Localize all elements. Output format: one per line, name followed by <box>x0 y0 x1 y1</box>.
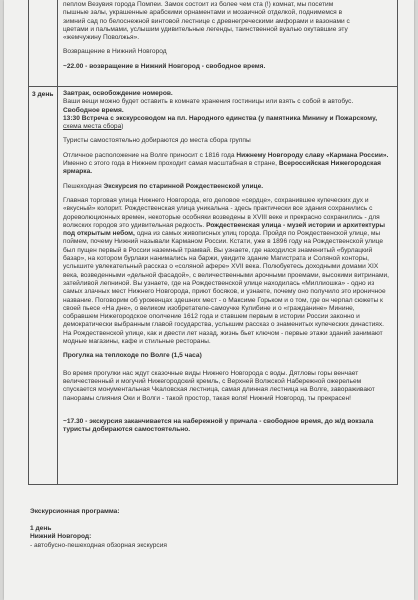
self-arrive-line: Туристы самостоятельно добираются до места сбора группы <box>63 137 251 145</box>
volga-text: Отличное расположение на Волге приносит с 1816 года <box>63 151 235 159</box>
meeting-prefix: 13:30 Встреча с экскурсоводом на пл. Народного единства (у памятника Минину и <box>63 114 334 122</box>
breakfast-line: Завтрак, освобождение номеров. <box>63 90 173 97</box>
main-paragraph <box>63 197 389 346</box>
main-text: Главная торговая улица Нижнего Новгорода, его деловое «сердце», сохранившее купеческих дух и «вкусный» колорит. Рождественская улица уникальна - здесь практически все здания сохранились с дореволюционных времен, некоторые особняки возведены в XVIII веке и прекрасно сохранились - для волжских городов это удивительная редкость. <box>63 196 380 229</box>
boat-title: Прогулка на теплоходе по Волге (1,5 часа) <box>63 352 202 360</box>
meeting-end: ) <box>121 123 124 131</box>
text-line: пышные залы, украшенные арабскими орнаментами и мозаичной отделкой, поднимемся в <box>63 9 343 17</box>
program-section <box>30 508 390 550</box>
main-bold: Рождественская улица - музей истории и архитектуры под открытым небом, <box>63 221 386 238</box>
free-time-line: ~22.00 - возвращение в Нижний Новгород - свободное время. <box>63 62 266 70</box>
row-divider <box>29 86 397 87</box>
luggage-line: Ваши вещи можно будет оставить в комнате хранения гостиницы или взять с собой в автобус. <box>63 98 354 106</box>
walk-title: Экскурсия по старинной Рождественской улице. <box>103 182 264 190</box>
day3-cell <box>63 90 389 434</box>
walk-prefix: Пешеходная <box>63 182 102 190</box>
program-city: Нижний Новгород: <box>30 533 92 541</box>
free-time-line: Свободное время. <box>63 106 124 114</box>
text-line: «жемчужину Поволжья». <box>63 34 140 42</box>
program-item: - автобусно-пешеходная обзорная экскурсия <box>30 541 167 549</box>
volga-fair: Всероссийская Нижегородская ярмарка. <box>63 160 381 176</box>
itinerary-table <box>28 0 398 485</box>
meeting-map-link[interactable]: схема места сбора <box>63 123 122 131</box>
text-line: пеплом Везувия города Помпеи. Замок состоит из более чем ста (!) комнат, мы посетим <box>63 1 334 8</box>
meeting-line <box>63 115 389 132</box>
day-column <box>29 0 58 484</box>
day2-tail-cell <box>63 1 389 71</box>
volga-bold: Нижнему Новгороду славу «Кармана России». <box>236 151 389 159</box>
return-line: Возвращение в Нижний Новгород <box>63 48 167 56</box>
volga-paragraph <box>63 152 389 177</box>
text-line: зимний сад по белоснежной винтовой лестнице с древнегреческими амфорами и вазонами с <box>63 17 350 25</box>
main-text-2: одна из самых живописных улиц города. Пройдя по Рождественской улице, мы поймем, почему Нижний называли Карманом России. Кстати, уже в 1896 году на Рождественской улице был пущен первый в России наземный трамвай. Вы узнаете, где находился знаменитый «бурлацкий базар», на котором бурлаки нанимались на баржи, увидите здание Магистрата и Соляной конторы, услышите увлекательный рассказ о «соляной афере» XVII века. Полюбуетесь доходными домами XIX века, возведенными «дельной фасадой», с величественными арочными проемами, высокими витринами, затейливой лепниной. Вы узнаете, где на Рождественской улице находилась «Миллиошка» - одно из самых злачных мест Нижнего Новгорода, приют босяков, и узнаете, почему оно получило это ироничное название. Поговорим об уроженцах здешних мест - о Максиме Горьком и о том, где он черпал сюжеты к своей пьесе «На дне», о великом изобретателе-самоучке Кулибине и о «гражданине» Минине, собравшем Нижегородское ополчение 1612 года и ставшем первым в истории России законно и демократически выбранным главой государства, услышим рассказ о знаменитых купеческих династиях. На Рождественской улице, как и двести лет назад, жизнь бьет ключом - первые этажи зданий занимают модные магазины, кафе и стильные рестораны. <box>63 230 389 346</box>
day-label: 3 день <box>32 91 54 98</box>
program-day: 1 день <box>30 525 52 533</box>
end-line: ~17.30 - экскурсия заканчивается на набережной у причала - свободное время, до ж/д вокзала туристы добираются самостоятельно. <box>63 417 374 434</box>
document-page <box>4 0 414 600</box>
program-title: Экскурсионная программа: <box>30 508 120 515</box>
boat-paragraph: Во время прогулки нас ждут сказочные виды Нижнего Новгорода с воды. Дятловы горы венчает величественный и могучий Нижегородский кремль, с Верхней Волжской Набережной ожерельем спускается монументальная Чкаловская лестница, самая длинная лестница на Волге, завораживают панорамы слияния Оки и Волги - такой простор, такая воля! Нижний Новгород, ты прекрасен! <box>63 369 375 402</box>
text-line: цветами и пальмами, услышим удивительные легенды, таинственной вуалью окутавшие эту <box>63 25 348 33</box>
meeting-rest: Пожарскому, <box>335 114 378 122</box>
walk-title-line <box>63 183 389 191</box>
volga-text-2: Именно с этого года в Нижнем проходит самая масштабная в стране, <box>63 160 277 168</box>
